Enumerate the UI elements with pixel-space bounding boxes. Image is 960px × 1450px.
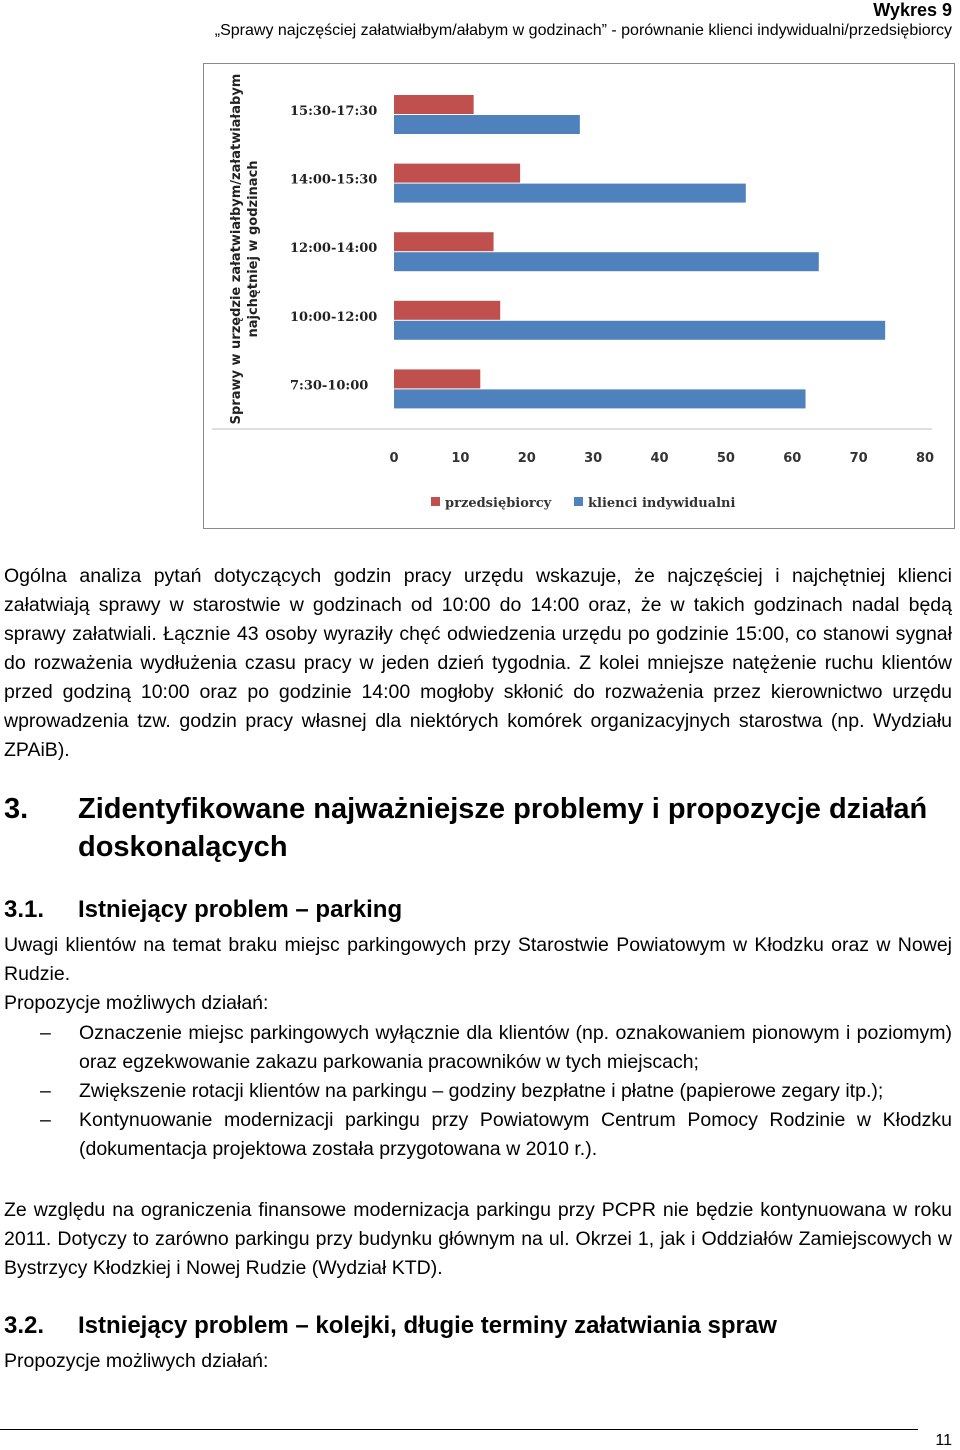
list-item (4, 1106, 952, 1164)
bar-klienci-indywidualni (394, 184, 746, 203)
section-3-1-proposals-label: Propozycje możliwych działań: (4, 992, 269, 1014)
y-axis-title-line1: Sprawy w urzędzie załatwiałbym/załatwiałabym (229, 73, 244, 425)
category-label: 14:00-15:30 (290, 172, 378, 188)
bar-chart-svg (204, 64, 956, 530)
dash-marker: – (40, 1022, 51, 1044)
list-item-text: Oznaczenie miejsc parkingowych wyłącznie dla klientów (np. oznakowaniem pionowym i poziomym) oraz egzekwowanie zakazu parkowania pracowników w tych miejscach; (79, 1022, 952, 1073)
legend-label: przedsiębiorcy (445, 496, 552, 511)
section-3-1-intro: Uwagi klientów na temat braku miejsc parkingowych przy Starostwie Powiatowym w Kłodzku oraz w Nowej Rudzie. (4, 934, 952, 985)
x-tick-label: 30 (584, 451, 603, 466)
x-tick-label: 70 (849, 451, 868, 466)
list-item-text: Kontynuowanie modernizacji parkingu przy Powiatowym Centrum Pomocy Rodzinie w Kłodzku (dokumentacja projektowa została przygotowana w 2010 r.). (79, 1109, 952, 1160)
legend-swatch (431, 497, 440, 506)
bar-klienci-indywidualni (394, 389, 806, 408)
section-3-1-number: 3.1. (4, 896, 45, 923)
x-tick-label: 50 (716, 451, 735, 466)
y-axis-title-line2: najchętniej w godzinach (246, 160, 261, 338)
section-3-1-title: Istniejący problem – parking (78, 896, 403, 923)
bar-przedsiebiorcy (394, 369, 480, 388)
bar-przedsiebiorcy (394, 95, 474, 114)
x-tick-label: 80 (915, 451, 935, 466)
category-label: 12:00-14:00 (290, 241, 378, 257)
chart-caption: „Sprawy najczęściej załatwiałbym/ałabym w godzinach” - porównanie klienci indywidualni/przedsiębiorcy (214, 22, 952, 39)
chart-number-label: Wykres 9 (873, 0, 952, 20)
bar-klienci-indywidualni (394, 252, 819, 271)
section-3-2-number: 3.2. (4, 1312, 45, 1339)
dash-marker: – (40, 1080, 51, 1102)
x-tick-label: 60 (783, 451, 802, 466)
list-item (4, 1077, 952, 1106)
category-label: 15:30-17:30 (290, 104, 378, 119)
x-tick-label: 40 (650, 451, 669, 466)
section-3-2-title: Istniejący problem – kolejki, długie terminy załatwiania spraw (78, 1312, 777, 1339)
page-number: 11 (935, 1432, 952, 1449)
bar-klienci-indywidualni (394, 321, 885, 340)
section-3-1-bullets (4, 1019, 952, 1164)
list-item-text: Zwiększenie rotacji klientów na parkingu – godziny bezpłatne i płatne (papierowe zegary itp.); (79, 1080, 884, 1102)
bar-klienci-indywidualni (394, 115, 580, 134)
section-3-1-heading (4, 895, 402, 925)
list-item (4, 1019, 952, 1077)
footer-rule (0, 1429, 918, 1430)
bar-przedsiebiorcy (394, 164, 520, 183)
section-3-2-proposals-label: Propozycje możliwych działań: (4, 1350, 269, 1372)
section-3-number: 3. (4, 793, 29, 825)
section-3-heading (4, 790, 938, 866)
x-tick-label: 10 (451, 451, 470, 466)
category-label: 10:00-12:00 (290, 309, 378, 325)
section-3-2-heading (4, 1311, 777, 1341)
bar-przedsiebiorcy (394, 232, 494, 251)
bar-przedsiebiorcy (394, 301, 500, 320)
x-tick-label: 0 (389, 451, 399, 466)
legend-label: klienci indywidualni (588, 496, 736, 511)
legend-swatch (574, 497, 583, 506)
bar-chart (203, 63, 955, 529)
x-tick-label: 20 (517, 451, 536, 466)
category-label: 7:30-10:00 (290, 378, 369, 394)
analysis-paragraph: Ogólna analiza pytań dotyczących godzin pracy urzędu wskazuje, że najczęściej i najchętniej klienci załatwiają sprawy w starostwie w godzinach od 10:00 do 14:00 oraz, że w takich godzinach nadal będą sprawy załatwiali. Łącznie 43 osoby wyraziły chęć odwiedzenia urzędu po godzinie 15:00, co stanowi sygnał do rozważenia wydłużenia czasu pracy w jeden dzień tygodnia. Z kolei mniejsze natężenie ruchu klientów przed godziną 10:00 oraz po godzinie 14:00 mogłoby skłonić do rozważenia przez kierownictwo urzędu wprowadzenia tzw. godzin pracy własnej dla niektórych komórek organizacyjnych starostwa (np. Wydziału ZPAiB). (4, 565, 952, 761)
section-3-1-closing: Ze względu na ograniczenia finansowe modernizacja parkingu przy PCPR nie będzie kontynuowana w roku 2011. Dotyczy to zarówno parkingu przy budynku głównym na ul. Okrzei 1, jak i Oddziałów Zamiejscowych w Bystrzycy Kłodzkiej i Nowej Rudzie (Wydział KTD). (4, 1199, 952, 1279)
section-3-title: Zidentyfikowane najważniejsze problemy i propozycje działań doskonalących (78, 793, 928, 863)
dash-marker: – (40, 1109, 51, 1131)
